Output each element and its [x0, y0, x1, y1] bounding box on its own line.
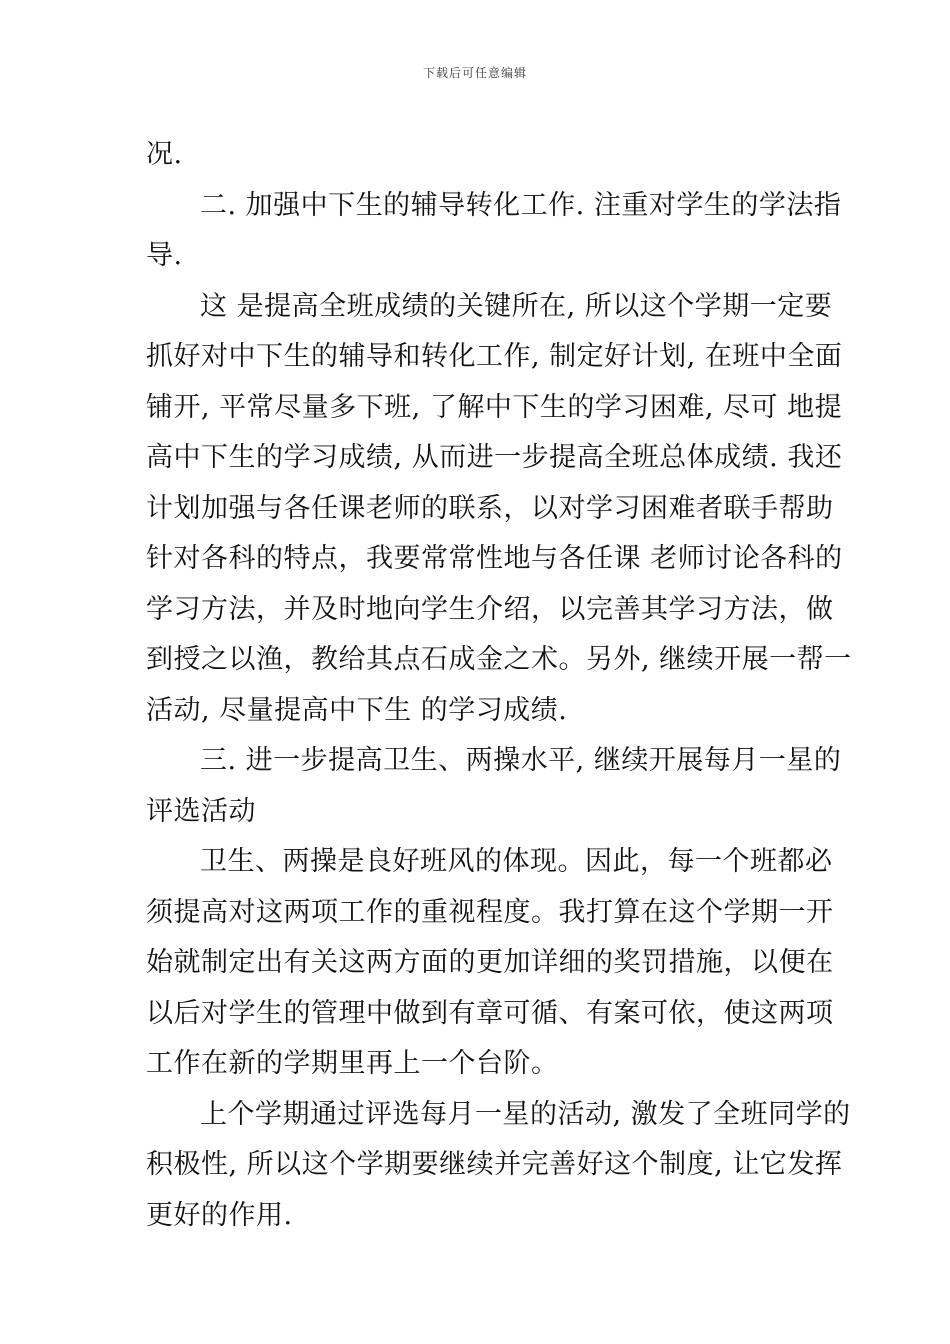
- paragraph-start: 这 是提高全班成绩的关键所在, 所以这个学期一定要: [200, 290, 833, 322]
- text-line: 针对各科的特点，我要常常性地与各任课 老师讨论各科的: [146, 543, 843, 574]
- section-heading-3: 三. 进一步提高卫生、两操水平, 继续开展每月一星的: [200, 745, 842, 776]
- text-line: 始就制定出有关这两方面的更加详细的奖罚措施，以便在: [146, 947, 834, 978]
- text-line: 活动, 尽量提高中下生 的学习成绩.: [146, 694, 568, 726]
- page-header: 下载后可任意编辑: [422, 66, 527, 80]
- text-line: 到授之以渔，教给其点石成金之术。另外, 继续开展一帮一: [146, 644, 852, 675]
- text-line: 计划加强与各任课老师的联系，以对学习困难者联手帮助: [146, 492, 834, 524]
- text-line: 铺开, 平常尽量多下班, 了解中下生的学习困难, 尽可 地提: [146, 391, 843, 423]
- text-line: 高中下生的学习成绩, 从而进一步提高全班总体成绩. 我还: [146, 442, 843, 473]
- text-line: 须提高对这两项工作的重视程度。我打算在这个学期一开: [146, 896, 834, 928]
- text-line: 导.: [146, 240, 183, 271]
- text-line: 工作在新的学期里再上一个台阶。: [146, 1048, 559, 1079]
- paragraph-start: 上个学期通过评选每月一星的活动, 激发了全班同学的: [200, 1098, 851, 1130]
- paragraph-start: 卫生、两操是良好班风的体现。因此，每一个班都必: [200, 846, 833, 877]
- text-line: 积极性, 所以这个学期要继续并完善好这个制度, 让它发挥: [146, 1149, 843, 1180]
- text-line: 学习方法，并及时地向学生介绍，以完善其学习方法，做: [146, 593, 834, 625]
- document-body: [146, 130, 852, 1241]
- section-heading-2: 二. 加强中下生的辅导转化工作. 注重对学生的学法指: [200, 189, 842, 221]
- text-line: 更好的作用.: [146, 1199, 293, 1231]
- text-line: 况.: [146, 139, 183, 170]
- text-line: 以后对学生的管理中做到有章可循、有案可依，使这两项: [146, 997, 834, 1029]
- text-line: 评选活动: [146, 795, 256, 827]
- text-line: 抓好对中下生的辅导和转化工作, 制定好计划, 在班中全面: [146, 341, 843, 372]
